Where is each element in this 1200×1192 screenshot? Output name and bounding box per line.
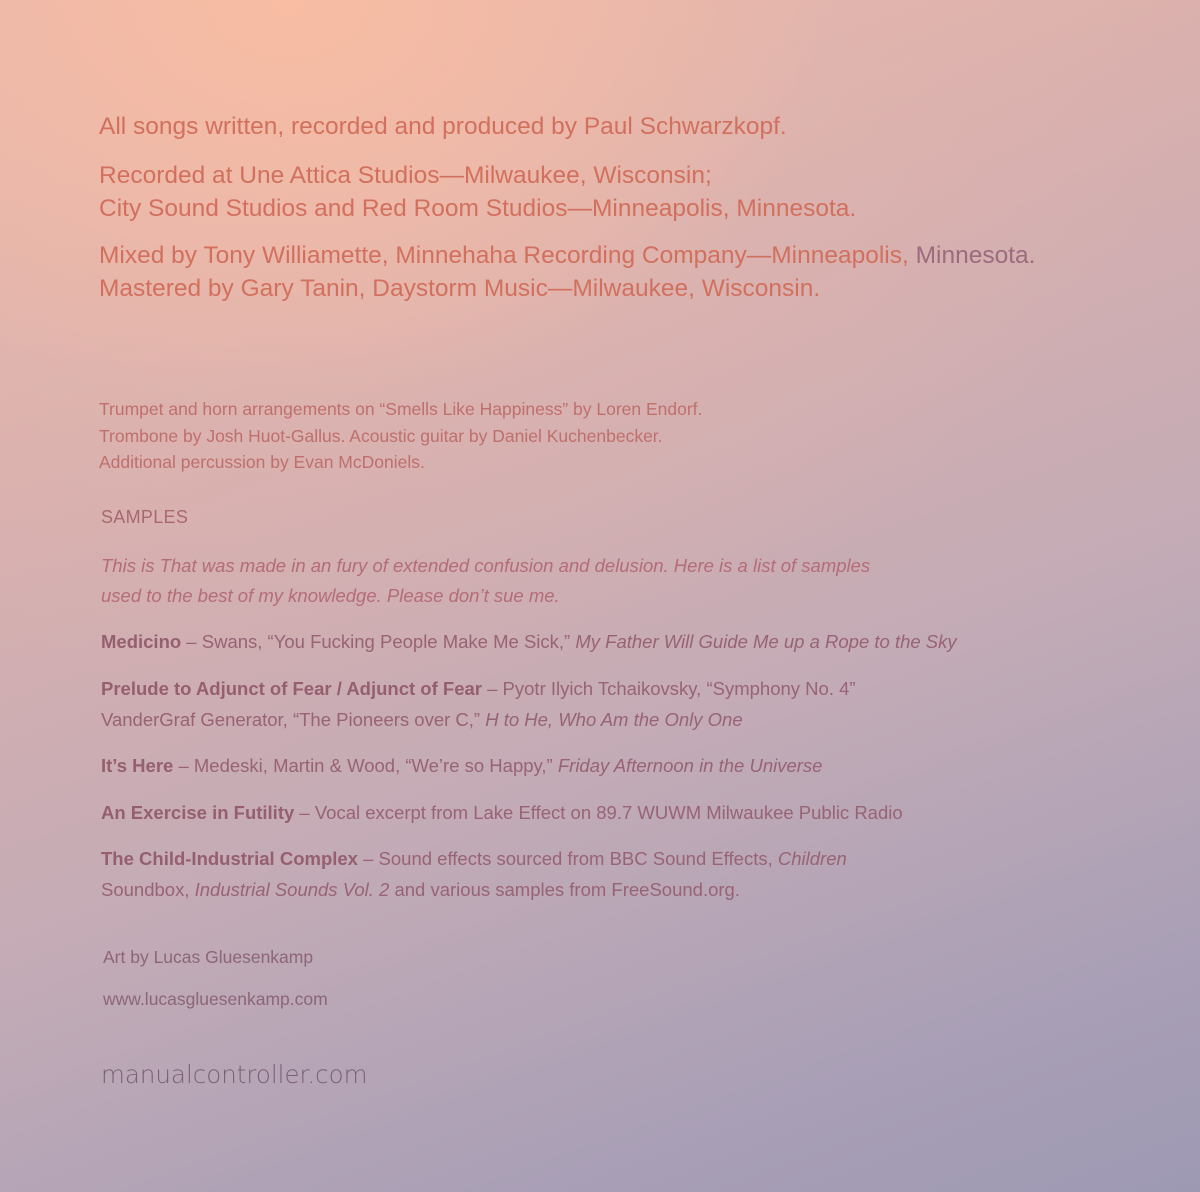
sample-entry-its-here: [101, 750, 822, 781]
sample-track-title: An Exercise in Futility: [101, 802, 295, 823]
sample-album: Friday Afternoon in the Universe: [557, 755, 823, 776]
credit-recorded-at-2: City Sound Studios and Red Room Studios—Minneapolis, Minnesota.: [99, 195, 857, 222]
samples-intro-line: used to the best of my knowledge. Please don’t sue me.: [101, 585, 560, 606]
sample-source: – Pyotr Ilyich Tchaikovsky, “Symphony No. 4”: [481, 678, 856, 699]
sample-source: – Vocal excerpt from Lake Effect on 89.7 WUWM Milwaukee Public Radio: [294, 802, 903, 823]
samples-heading: SAMPLES: [101, 507, 189, 527]
sample-album: Children: [777, 848, 847, 869]
sample-track-title: Medicino: [101, 631, 182, 652]
credit-recorded-at-1: Recorded at Une Attica Studios—Milwaukee, Wisconsin;: [99, 162, 712, 189]
sample-track-title: The Child-Industrial Complex: [101, 848, 358, 869]
samples-intro: [101, 551, 870, 611]
additional-credits: [99, 396, 702, 476]
credit-mixed-by-text: Mixed by Tony Williamette, Minnehaha Recording Company—Minneapolis,: [99, 242, 916, 269]
art-credit: Art by Lucas Gluesenkamp: [103, 947, 314, 967]
art-website-link[interactable]: www.lucasgluesenkamp.com: [103, 989, 328, 1009]
additional-credit-line: Additional percussion by Evan McDoniels.: [99, 452, 425, 472]
sample-track-title: It’s Here: [101, 755, 174, 776]
sample-source: Soundbox,: [101, 879, 195, 900]
sample-entry-exercise-in-futility: [101, 797, 903, 828]
sample-entry-child-industrial-complex: [101, 843, 847, 905]
credit-mastered-by: Mastered by Gary Tanin, Daystorm Music—Milwaukee, Wisconsin.: [99, 275, 821, 302]
sample-source: – Swans, “You Fucking People Make Me Sick,”: [181, 631, 576, 652]
credit-mixed-by-tail: Minnesota.: [915, 242, 1036, 269]
sample-source: – Medeski, Martin & Wood, “We’re so Happy,”: [173, 755, 558, 776]
sample-album: H to He, Who Am the Only One: [485, 709, 743, 730]
additional-credit-line: Trombone by Josh Huot-Gallus. Acoustic guitar by Daniel Kuchenbecker.: [99, 425, 663, 446]
additional-credit-line: Trumpet and horn arrangements on “Smells Like Happiness” by Loren Endorf.: [99, 399, 703, 419]
sample-entry-adjunct-of-fear: [101, 673, 856, 735]
sample-album: My Father Will Guide Me up a Rope to the Sky: [575, 631, 957, 652]
sample-album: Industrial Sounds Vol. 2: [194, 879, 390, 900]
sample-track-title: Prelude to Adjunct of Fear / Adjunct of Fear: [101, 678, 482, 699]
sample-entry-medicino: [101, 626, 957, 657]
sample-source: VanderGraf Generator, “The Pioneers over C,”: [101, 709, 486, 730]
sample-source: – Sound effects sourced from BBC Sound Effects,: [357, 848, 778, 869]
samples-intro-line: This is That was made in an fury of extended confusion and delusion. Here is a list of samples: [101, 555, 871, 576]
credit-mixed-by: [99, 239, 1159, 272]
sample-source: and various samples from FreeSound.org.: [389, 879, 740, 900]
label-website-link[interactable]: manualcontroller.com: [101, 1060, 368, 1089]
credit-written-by: All songs written, recorded and produced by Paul Schwarzkopf.: [99, 113, 787, 140]
production-credits: [99, 110, 1159, 305]
